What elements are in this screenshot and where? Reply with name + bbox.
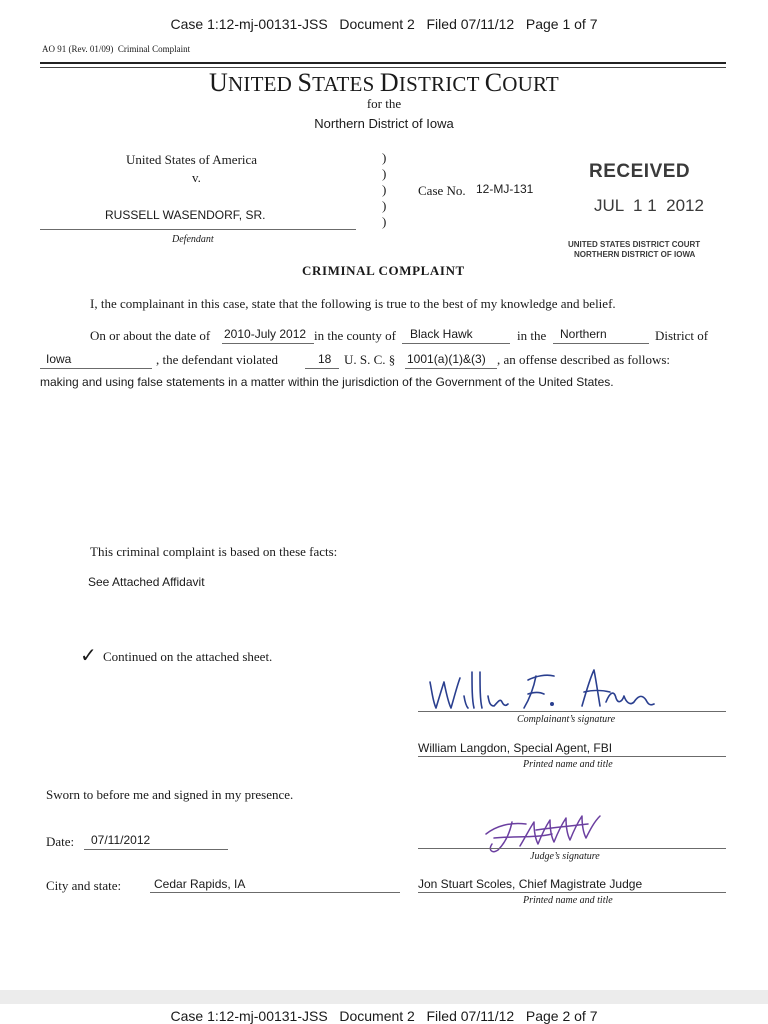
in-the-label: in the [517, 328, 547, 343]
county-label: in the county of [314, 328, 396, 343]
defendant-name: RUSSELL WASENDORF, SR. [105, 208, 266, 222]
state-value: Iowa [46, 352, 72, 366]
next-page-header: Case 1:12-mj-00131-JSS Document 2 Filed 07/11/12 Page 2 of 7 [170, 1008, 598, 1024]
court-title: UNITED STATES DISTRICT COURT [209, 68, 559, 97]
caption-parens: ) ) ) ) ) [382, 150, 387, 229]
offense-description: making and using false statements in a matter within the jurisdiction of the Government of the United States. [40, 375, 614, 389]
stamp-court: UNITED STATES DISTRICT COURT [568, 240, 701, 249]
judge-name-line [418, 892, 726, 893]
date-signed-value: 07/11/2012 [91, 833, 151, 847]
city-state-value: Cedar Rapids, IA [154, 877, 246, 891]
date-signed-line [84, 849, 228, 850]
county-value: Black Hawk [410, 327, 473, 341]
sworn-statement: Sworn to before me and signed in my presence. [46, 787, 294, 802]
printed-name-label-2: Printed name and title [523, 895, 613, 906]
complainant-signature [424, 662, 664, 714]
offense-label: , an offense described as follows: [497, 352, 671, 367]
date-range-line [222, 343, 314, 344]
document-title: CRIMINAL COMPLAINT [302, 263, 465, 278]
usc-section: 1001(a)(1)&(3) [407, 352, 486, 366]
received-date: JUL 1 1 2012 [594, 196, 704, 215]
violated-label: , the defendant violated [156, 352, 279, 367]
form-code: AO 91 (Rev. 01/09) Criminal Complaint [42, 44, 191, 54]
received-stamp: RECEIVED [589, 161, 691, 182]
page-separator [0, 990, 768, 1004]
complainant-name: William Langdon, Special Agent, FBI [418, 741, 613, 755]
facts-value: See Attached Affidavit [88, 575, 205, 589]
stamp-district: NORTHERN DISTRICT OF IOWA [574, 250, 696, 259]
case-no-value: 12-MJ-131 [476, 182, 534, 196]
plaintiff: United States of America [126, 152, 258, 167]
complainant-signature-line [418, 711, 726, 712]
case-no-label: Case No. [418, 183, 466, 198]
intro-statement: I, the complainant in this case, state that the following is true to the best of my knowledge and belief. [90, 296, 616, 311]
city-state-line [150, 892, 400, 893]
date-range: 2010-July 2012 [224, 327, 307, 341]
for-the: for the [366, 96, 402, 111]
defendant-label: Defendant [172, 234, 214, 245]
judge-signature-label: Judge’s signature [530, 851, 600, 862]
date-label: On or about the date of [90, 328, 211, 343]
printed-name-label: Printed name and title [523, 759, 613, 770]
versus: v. [192, 170, 201, 185]
title-number: 18 [318, 352, 332, 366]
district-dir: Northern [560, 327, 607, 341]
complainant-name-line [418, 756, 726, 757]
complainant-signature-label: Complainant’s signature [517, 714, 616, 725]
judge-signature-line [418, 848, 726, 849]
continued-checkbox: ✓ [80, 643, 97, 667]
usc-label: U. S. C. § [344, 352, 396, 367]
city-state-label: City and state: [46, 878, 122, 893]
continued-label: Continued on the attached sheet. [103, 649, 273, 664]
usc-section-line [405, 368, 497, 369]
title-number-line [305, 368, 339, 369]
district-name: Northern District of Iowa [314, 116, 454, 131]
defendant-line [40, 229, 356, 230]
state-line [40, 368, 152, 369]
facts-label: This criminal complaint is based on these facts: [90, 544, 338, 559]
district-dir-line [553, 343, 649, 344]
county-line [402, 343, 510, 344]
page-header: Case 1:12-mj-00131-JSS Document 2 Filed 07/11/12 Page 1 of 7 [170, 16, 598, 32]
judge-name: Jon Stuart Scoles, Chief Magistrate Judge [418, 877, 643, 891]
district-of-label: District of [655, 328, 709, 343]
date-signed-label: Date: [46, 834, 75, 849]
